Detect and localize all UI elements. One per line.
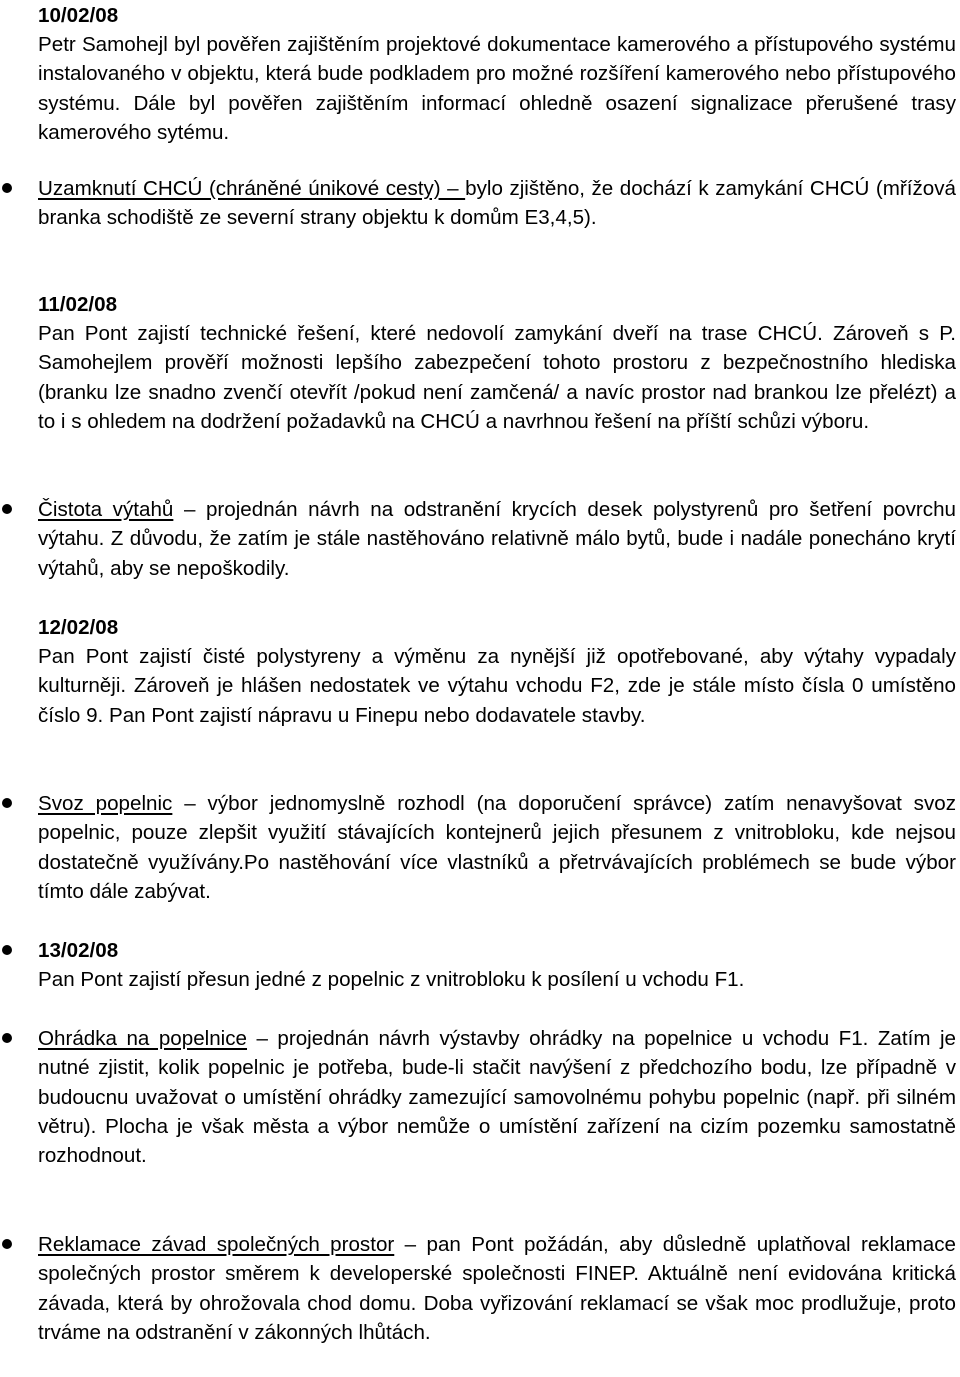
section-date-10-02-08: 10/02/08 — [38, 4, 119, 27]
bullet-text-ohradka: – projednán návrh výstavby ohrádky na popelnice u vchodu F1. Zatím je nutné zjistit, kolik popelnic je potřeba, bude-li stačit navýšení z předchozího bodu, lze případně v budoucnu uvažovat o umístění ohrádky zamezující samovolnému pohybu popelnic (např. při silném větru). Plocha je však města a výbor nemůže o umístění zařízení na cizím pozemku samostatně rozhodnout. — [38, 1027, 956, 1168]
bullet-item-reklamace — [38, 1230, 956, 1347]
bullet-icon — [2, 1033, 12, 1043]
section-paragraph-13-02-08: Pan Pont zajistí přesun jedné z popelnic z vnitrobloku k posílení u vchodu F1. — [38, 968, 745, 991]
bullet-icon — [2, 1239, 12, 1249]
section-date-12-02-08: 12/02/08 — [38, 616, 119, 639]
bullet-item-svoz-popelnic — [38, 789, 956, 906]
bullet-text-cistota-vytahu: – projednán návrh na odstranění krycích desek polystyrenů pro šetření povrchu výtahu. Z důvodu, že zatím je stále nastěhováno relativně málo bytů, bude i nadále ponecháno krytí výtahů, aby se nepoškodily. — [38, 498, 956, 580]
bullet-icon — [2, 798, 12, 808]
bullet-topic-chcu: Uzamknutí CHCÚ (chráněné únikové cesty) – — [38, 177, 466, 200]
section-date-11-02-08: 11/02/08 — [38, 293, 118, 316]
bullet-text-reklamace: – pan Pont požádán, aby důsledně uplatňoval reklamace společných prostor směrem k developerské společnosti FINEP. Aktuálně není evidována kritická závada, která by ohrožovala chod domu. Doba vyřizování reklamací se však moc prodlužuje, proto trváme na odstranění v zákonných lhůtách. — [38, 1233, 956, 1344]
section-paragraph-11-02-08: Pan Pont zajistí technické řešení, které nedovolí zamykání dveří na trase CHCÚ. Zároveň s P. Samohejlem prověří možnosti lepšího zabezpečení tohoto prostoru z bezpečnostního hlediska (branku lze snadno zvenčí otevřít /pokud není zamčená/ a navíc prostor nad brankou lze přelézt) a to i s ohledem na dodržení požadavků na CHCÚ a navrhnou řešení na příští schůzi výboru. — [38, 322, 956, 433]
bullet-topic-svoz-popelnic: Svoz popelnic — [38, 792, 173, 815]
bullet-item-chcu — [38, 174, 956, 233]
bullet-icon — [2, 183, 12, 193]
bullet-item-ohradka — [38, 1024, 956, 1170]
bullet-topic-ohradka: Ohrádka na popelnice — [38, 1027, 248, 1050]
bullet-topic-reklamace: Reklamace závad společných prostor — [38, 1233, 395, 1256]
bullet-text-chcu: bylo zjištěno, že dochází k zamykání CHCÚ (mřížová branka schodiště ze severní strany objektu k domům E3,4,5). — [38, 177, 956, 230]
section-date-13-02-08: 13/02/08 — [38, 939, 119, 962]
bullet-icon — [2, 945, 12, 955]
bullet-icon — [2, 504, 12, 514]
section-paragraph-12-02-08: Pan Pont zajistí čisté polystyreny a výměnu za nynější již opotřebované, aby výtahy vypadaly kulturněji. Zároveň je hlášen nedostatek ve výtahu vchodu F2, zde je stále místo čísla 0 umístěno číslo 9. Pan Pont zajistí nápravu u Finepu nebo dodavatele stavby. — [38, 645, 956, 727]
section-paragraph-10-02-08: Petr Samohejl byl pověřen zajištěním projektové dokumentace kamerového a přístupového systému instalovaného v objektu, která bude podkladem pro možné rozšíření kamerového nebo přístupového systému. Dále byl pověřen zajištěním informací ohledně osazení signalizace přerušené trasy kamerového sytému. — [38, 33, 956, 144]
bullet-topic-cistota-vytahu: Čistota výtahů — [38, 498, 174, 521]
bullet-text-svoz-popelnic: – výbor jednomyslně rozhodl (na doporučení správce) zatím nenavyšovat svoz popelnic, pouze zlepšit využití stávajících kontejnerů jejich přesunem z vnitrobloku, kde nejsou dostatečně využívány.Po nastěhování více vlastníků a přetrvávajících problémech se bude výbor tímto dále zabývat. — [38, 792, 956, 903]
bullet-item-cistota-vytahu — [38, 495, 956, 583]
